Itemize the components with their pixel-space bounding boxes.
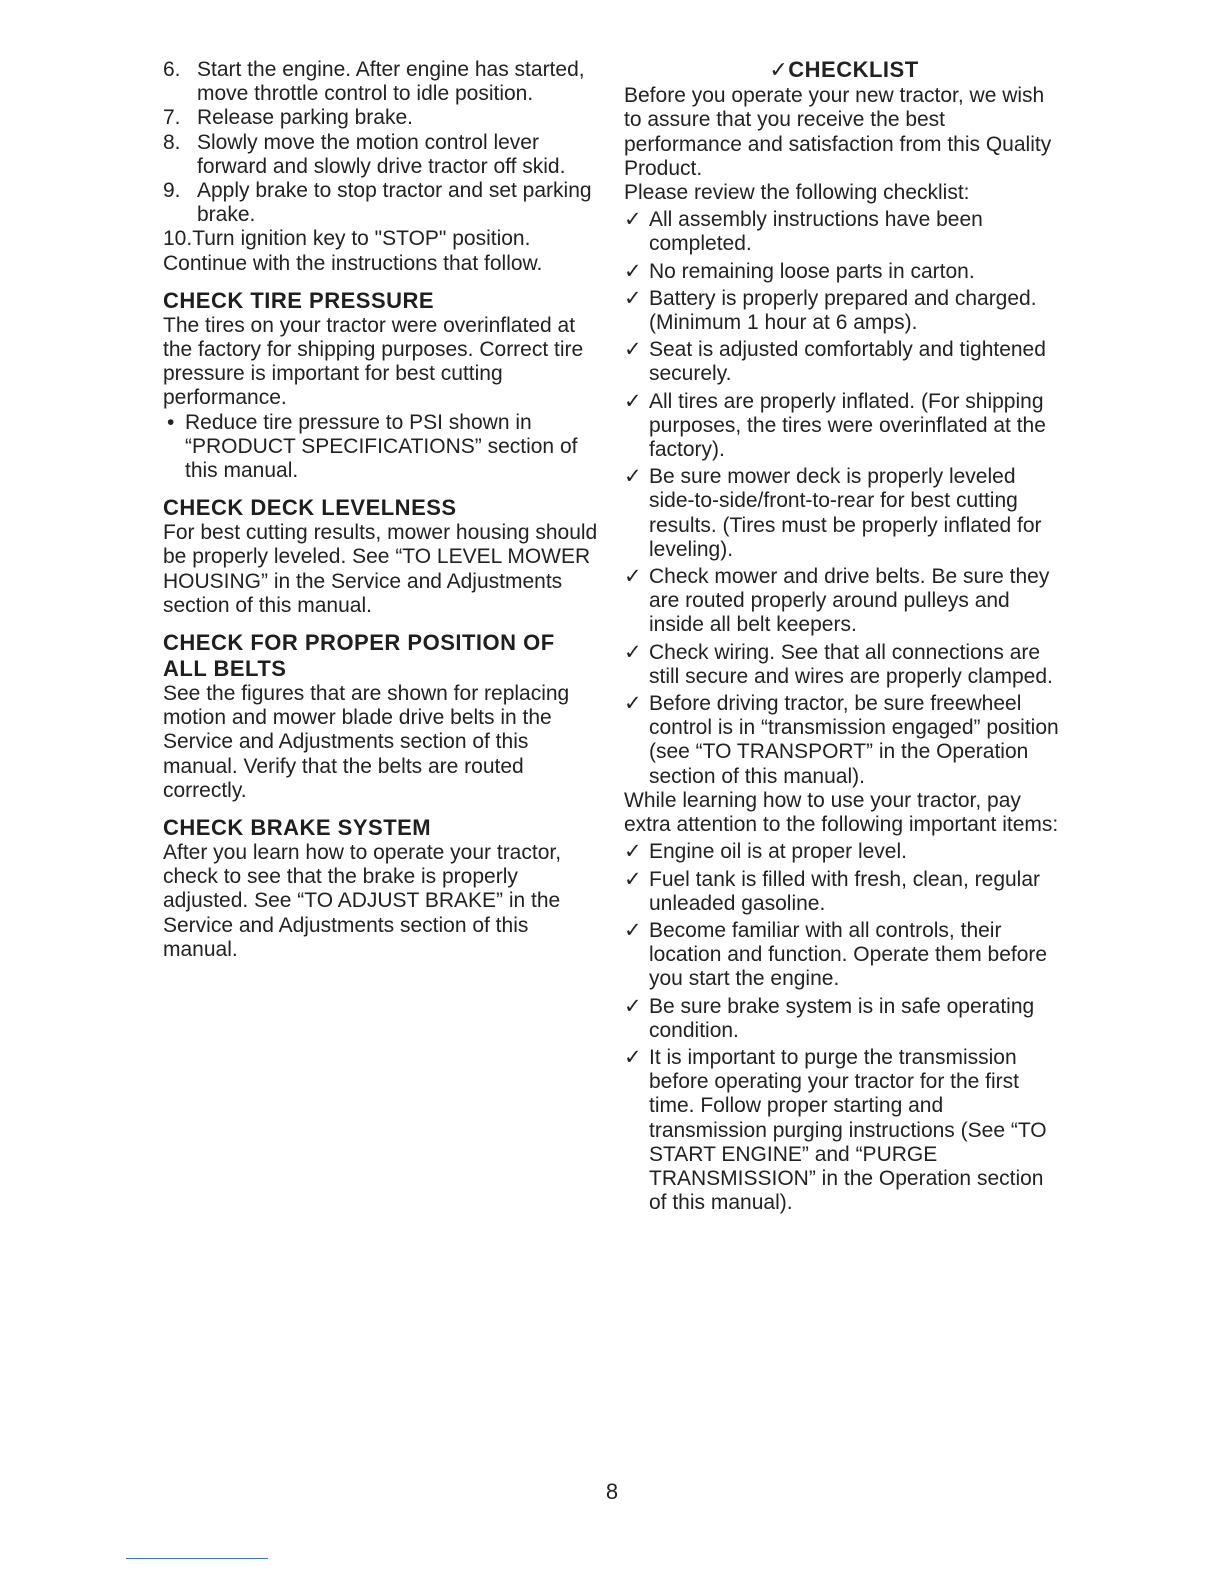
deck-levelness-heading: CHECK DECK LEVELNESS bbox=[163, 495, 457, 521]
left-column bbox=[163, 58, 603, 962]
checklist-item-text: All tires are properly inflated. (For shipping purposes, the tires were overinflated at the factory). bbox=[649, 389, 1046, 462]
important-item bbox=[624, 919, 1064, 992]
check-icon: ✓ bbox=[624, 465, 642, 489]
step-item bbox=[163, 131, 603, 179]
check-icon: ✓ bbox=[624, 338, 642, 362]
important-item bbox=[624, 840, 1064, 864]
footer-rule bbox=[126, 1558, 268, 1559]
checklist-item-text: Before driving tractor, be sure freewheel control is in “transmission engaged” position (see “TO TRANSPORT” in the Operation section of this manual). bbox=[649, 692, 1059, 788]
step-number: 10. bbox=[163, 227, 193, 251]
important-item-text: It is important to purge the transmission before operating your tractor for the first time. Follow proper starting and transmission purging instructions (See “TO START ENGINE” and “PURGE TRANSMISSION” in the Operation section of this manual). bbox=[649, 1045, 1047, 1215]
checklist-item bbox=[624, 465, 1064, 562]
checklist-item-text: Check wiring. See that all connections are still secure and wires are properly clamped. bbox=[649, 640, 1053, 688]
brake-section bbox=[163, 815, 603, 962]
important-item bbox=[624, 868, 1064, 916]
important-item bbox=[624, 1046, 1064, 1215]
check-icon: ✓ bbox=[624, 994, 642, 1018]
check-icon: ✓ bbox=[624, 1045, 642, 1069]
step-number: 7. bbox=[163, 106, 181, 130]
check-icon: ✓ bbox=[624, 208, 642, 232]
numbered-steps bbox=[163, 58, 603, 252]
step-text: Turn ignition key to "STOP" position. bbox=[192, 227, 531, 251]
step-number: 6. bbox=[163, 58, 181, 81]
step-item bbox=[163, 227, 603, 251]
continue-text: Continue with the instructions that follow. bbox=[163, 251, 543, 275]
step-number: 8. bbox=[163, 130, 181, 154]
checklist-review: Please review the following checklist: bbox=[624, 181, 970, 205]
checklist-title: ✓CHECKLIST bbox=[769, 57, 919, 82]
checklist-item-text: All assembly instructions have been completed. bbox=[649, 208, 983, 256]
step-item bbox=[163, 179, 603, 227]
checklist-item bbox=[624, 692, 1064, 789]
deck-levelness-body: For best cutting results, mower housing should be properly leveled. See “TO LEVEL MOWER HOUSING” in the Service and Adjustments section of this manual. bbox=[163, 521, 598, 617]
check-icon: ✓ bbox=[624, 259, 642, 283]
deck-levelness-section bbox=[163, 495, 603, 618]
checklist-item-text: Check mower and drive belts. Be sure they are routed properly around pulleys and inside all belt keepers. bbox=[649, 565, 1050, 637]
while-learning-text: While learning how to use your tractor, pay extra attention to the following important items: bbox=[624, 788, 1059, 837]
check-icon: ✓ bbox=[624, 918, 642, 942]
brake-heading: CHECK BRAKE SYSTEM bbox=[163, 815, 432, 841]
check-icon: ✓ bbox=[624, 286, 642, 310]
step-text: Start the engine. After engine has started, move throttle control to idle position. bbox=[197, 58, 585, 106]
checklist-intro: Before you operate your new tractor, we wish to assure that you receive the best performance and satisfaction from this Quality Product. bbox=[624, 84, 1052, 180]
step-text: Slowly move the motion control lever forward and slowly drive tractor off skid. bbox=[197, 130, 566, 178]
right-column bbox=[624, 58, 1064, 1215]
step-item bbox=[163, 106, 603, 130]
checklist-item bbox=[624, 260, 1064, 284]
checklist-items bbox=[624, 208, 1064, 789]
belts-section bbox=[163, 630, 603, 803]
check-icon: ✓ bbox=[624, 840, 642, 864]
step-item bbox=[163, 58, 603, 106]
check-icon: ✓ bbox=[624, 867, 642, 891]
checklist-item-text: No remaining loose parts in carton. bbox=[649, 259, 975, 283]
belts-heading: CHECK FOR PROPER POSITION OF ALL BELTS bbox=[163, 630, 555, 682]
check-icon: ✓ bbox=[624, 565, 642, 589]
important-item-text: Be sure brake system is in safe operating condition. bbox=[649, 994, 1035, 1042]
tire-pressure-section bbox=[163, 288, 603, 483]
checklist-item bbox=[624, 565, 1064, 638]
brake-body: After you learn how to operate your tractor, check to see that the brake is properly adjusted. See “TO ADJUST BRAKE” in the Service and Adjustments section of this manual. bbox=[163, 841, 562, 961]
important-item-text: Engine oil is at proper level. bbox=[649, 840, 907, 864]
checklist-item bbox=[624, 390, 1064, 463]
bullet-text: Reduce tire pressure to PSI shown in “PRODUCT SPECIFICATIONS” section of this manual. bbox=[185, 410, 578, 483]
checklist-item-text: Battery is properly prepared and charged. (Minimum 1 hour at 6 amps). bbox=[649, 286, 1037, 335]
important-item-text: Fuel tank is filled with fresh, clean, regular unleaded gasoline. bbox=[649, 867, 1041, 915]
important-items bbox=[624, 840, 1064, 1215]
checklist-item-text: Seat is adjusted comfortably and tightened securely. bbox=[649, 338, 1046, 386]
step-text: Apply brake to stop tractor and set parking brake. bbox=[197, 179, 592, 227]
checklist-item bbox=[624, 338, 1064, 386]
checklist-item bbox=[624, 287, 1064, 335]
page-number: 8 bbox=[605, 1479, 619, 1504]
tire-pressure-heading: CHECK TIRE PRESSURE bbox=[163, 287, 435, 313]
bullet-icon: • bbox=[167, 410, 175, 434]
check-icon: ✓ bbox=[624, 692, 642, 716]
step-number: 9. bbox=[163, 179, 181, 203]
checklist-item bbox=[624, 208, 1064, 256]
checklist-item bbox=[624, 641, 1064, 689]
important-item-text: Become familiar with all controls, their location and function. Operate them before you start the engine. bbox=[649, 918, 1048, 991]
step-text: Release parking brake. bbox=[197, 106, 413, 130]
checklist-item-text: Be sure mower deck is properly leveled side-to-side/front-to-rear for best cutting results. (Tires must be properly inflated for leveling). bbox=[649, 465, 1042, 561]
important-item bbox=[624, 995, 1064, 1043]
check-icon: ✓ bbox=[624, 640, 642, 664]
tire-pressure-body: The tires on your tractor were overinflated at the factory for shipping purposes. Correct tire pressure is important for best cutting performance. bbox=[163, 313, 584, 410]
belts-body: See the figures that are shown for replacing motion and mower blade drive belts in the Service and Adjustments section of this manual. Verify that the belts are routed correctly. bbox=[163, 682, 570, 802]
check-icon: ✓ bbox=[624, 389, 642, 413]
tire-pressure-bullet bbox=[163, 411, 603, 484]
